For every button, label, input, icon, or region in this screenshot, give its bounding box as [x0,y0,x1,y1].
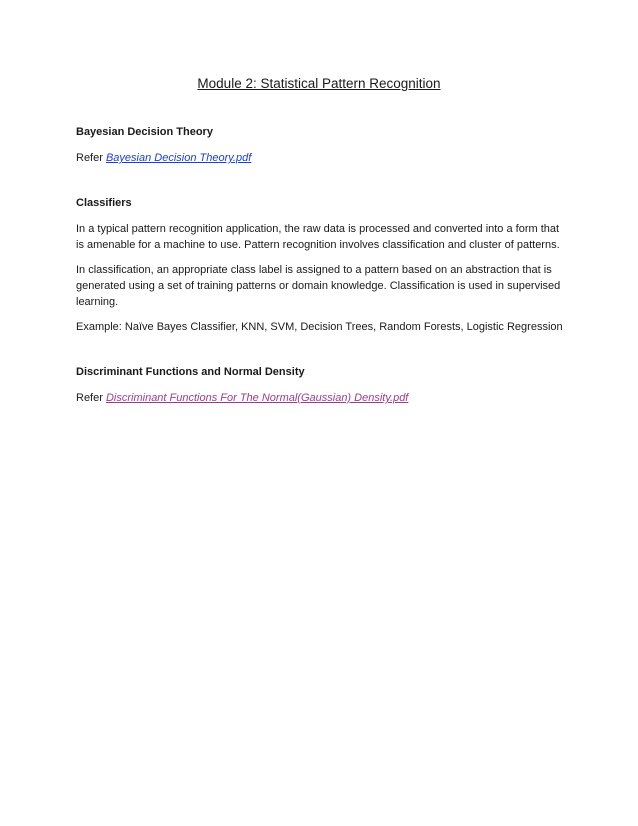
classifiers-paragraph-2: In classification, an appropriate class label is assigned to a pattern based on an abstraction that is generated using a set of training patterns or domain knowledge. Classification is used in supervised learning. [76,264,561,308]
classifiers-paragraph-1: In a typical pattern recognition application, the raw data is processed and converted into a form that is amenable for a machine to use. Pattern recognition involves classification and cluster of patterns. [76,223,560,251]
section-heading-discriminant: Discriminant Functions and Normal Density [76,366,305,378]
section-heading-bayesian: Bayesian Decision Theory [76,126,213,138]
discriminant-refer-line [76,390,566,406]
discriminant-pdf-link[interactable]: Discriminant Functions For The Normal(Gaussian) Density.pdf [105,392,409,404]
bayesian-pdf-link[interactable]: Bayesian Decision Theory.pdf [105,152,252,164]
classifiers-paragraph-3: Example: Naïve Bayes Classifier, KNN, SVM, Decision Trees, Random Forests, Logistic Regression [76,321,563,333]
section-heading-classifiers: Classifiers [76,197,132,209]
bayesian-refer-line [76,150,566,166]
document-body [76,124,566,415]
spacer [76,344,566,364]
refer-label: Refer [76,392,106,404]
spacer [76,175,566,195]
page-title: Module 2: Statistical Pattern Recognition [197,76,441,91]
refer-label: Refer [76,152,106,164]
